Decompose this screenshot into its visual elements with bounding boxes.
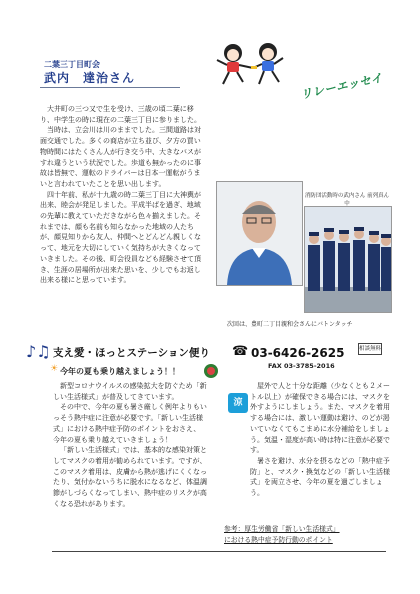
station-subtitle: 今年の夏も乗り越えましょう！！ xyxy=(60,367,180,376)
title-underline xyxy=(40,87,180,88)
phone-icon: ☎ xyxy=(232,344,249,359)
station-paragraph: その中で、今年の夏も暑さ厳しく例年よりもいっそう熱中症に注意が必要です。「新しい生活様式」における熱中症予防のポイントをおさえ、今年の夏も乗り越えていきましょう！ xyxy=(53,403,207,444)
free-consultation-badge: 相談無料 xyxy=(358,343,382,355)
relay-essay-label: リレーエッセイ xyxy=(299,70,384,102)
reference-line-1: 参考：厚生労働省「新しい生活様式」 xyxy=(224,525,340,533)
essay-paragraph: 四十年前、私が十九歳の時二葉三丁目に大神輿が出来、睦会が発足しました。平成半ばを過ぎ、地域の先輩に教えていただきながら色々揃えました。それまでは、顔も名前も知らなかった地域の人たちが、顔見知りから友人、仲間へとどんどん親しくなって、地元を大切にしていく気持ちが大きくなっていきました。その後、町会役員なども経験させて頂き、生涯の居場所が出来た思いを、少しでもお返し出来る様にと思っています。 xyxy=(40,190,201,285)
music-notes-icon: ♪♫ xyxy=(26,342,51,361)
station-title: 支え愛・ほっとステーション便り xyxy=(53,347,210,359)
station-paragraph: 新型コロナウイルスの感染拡大を防ぐため「新しい生活様式」が普及してきています。 xyxy=(53,382,207,401)
author-portrait-photo xyxy=(216,181,303,286)
sun-icon: ☀ xyxy=(50,364,59,374)
essay-author-name: 武内 達治さん xyxy=(44,71,136,85)
reference-line-2: における熱中症予防行動のポイント xyxy=(224,535,333,544)
cool-kanji-icon: 涼 xyxy=(228,393,248,413)
next-relay-notice: 次回は、豊町二丁目親和会さんにバトンタッチ xyxy=(227,321,353,328)
essay-column-left xyxy=(40,104,205,286)
firefighter-group-photo xyxy=(304,206,392,313)
station-phone-number: 03-6426-2625 xyxy=(251,346,345,360)
firefighter-photo-caption: 消防団活動時の武内さん 前列真ん中 xyxy=(304,193,390,207)
watermelon-icon xyxy=(204,364,218,378)
essay-paragraph: 大井町の三つ又で生を受け、三歳の頃二葉に移り、中学生の時に現在の二葉三丁目に参りました。 xyxy=(40,105,201,124)
station-paragraph: 「新しい生活様式」では、基本的な感染対策としてマスクの着用が勧められています。ですが、このマスク着用は、皮膚から熱が逃げにくくなったり、気付かないうちに脱水になるなど、体温調節がしづらくなってしまい、熱中症のリスクが高くなる恐れがあります。 xyxy=(53,446,207,508)
station-paragraph: 暑さを避け、水分を摂るなどの「熱中症予防」と、マスク・換気などの「新しい生活様式」を両立させ、今年の夏を過ごしましょう。 xyxy=(250,456,390,498)
station-column-left xyxy=(53,381,207,509)
essay-kicker: 二葉三丁目町会 xyxy=(44,60,100,69)
station-paragraph: 屋外で人と十分な距離（少なくとも２メートル以上）が確保できる場合には、マスクを外すようにしましょう。また、マスクを着用する場合には、激しい運動は避け、のどが渇いていなくてもこまめに水分補給をしましょう。気温・湿度が高い時は特に注意が必要です。 xyxy=(250,382,390,455)
station-reference xyxy=(224,524,390,545)
station-fax-number: FAX 03-3785-2016 xyxy=(268,362,335,370)
station-column-right xyxy=(224,381,390,499)
essay-paragraph: 当時は、立会川は川のままでした。三間道路は対面交通でした。多くの商店が立ち並び、夕方の買い物時間にはたくさん人が行き交う中、大きなバスがすれ違うという状況でした。歩道も無かったのに事故は皆無で、運転のドライバーは日本一運転がうまいと言われていたことを思い出します。 xyxy=(40,126,201,188)
bottom-rule xyxy=(52,551,386,552)
